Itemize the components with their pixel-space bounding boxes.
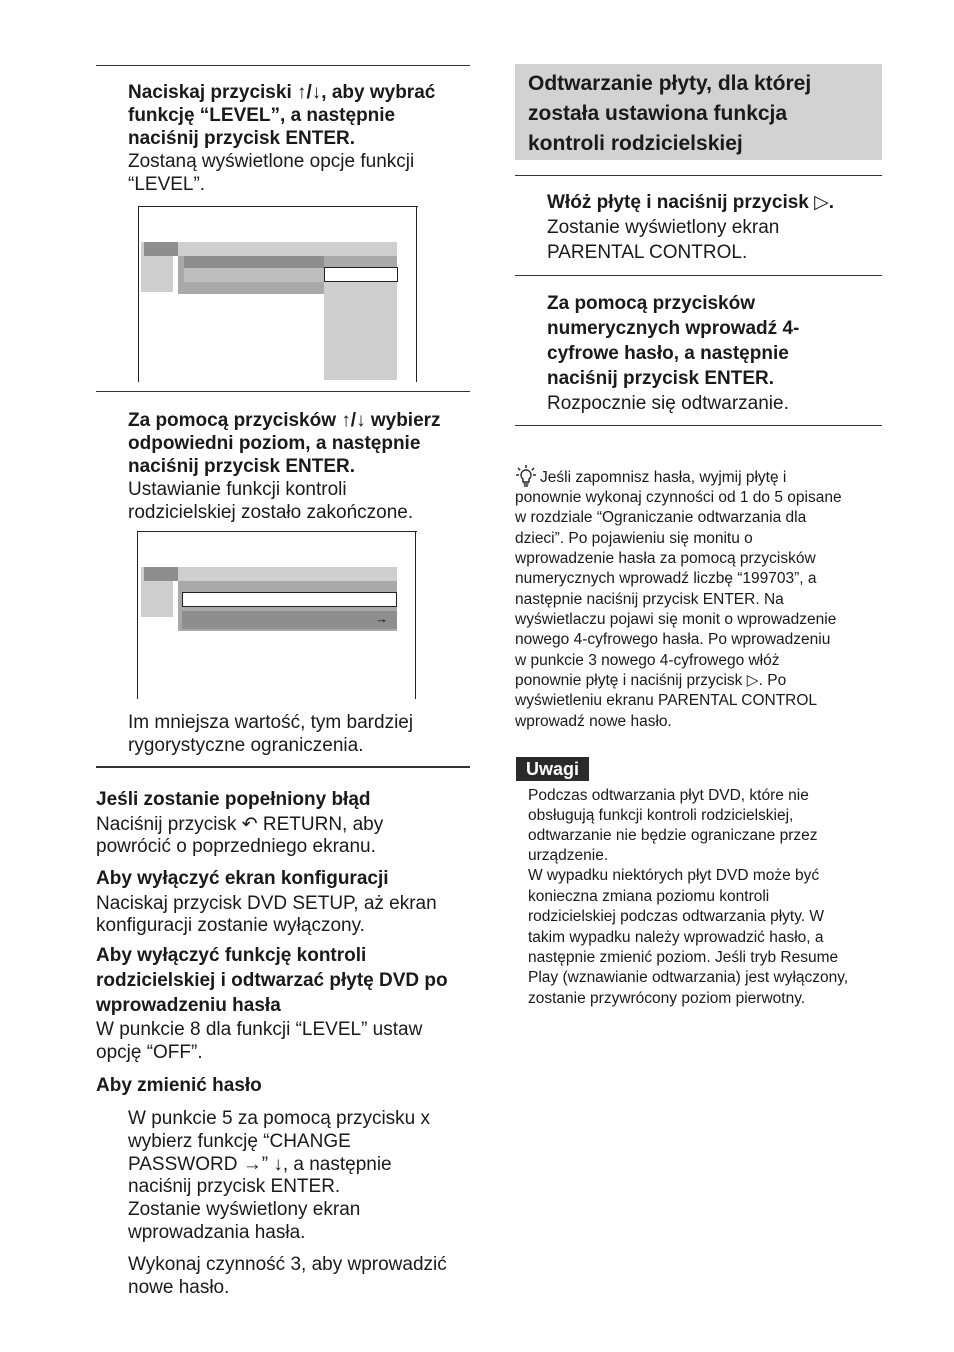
- tip-line: wprowadzenie hasła za pomocą przycisków: [515, 550, 816, 567]
- section-heading: rodzicielskiej i odtwarzać płytę DVD po: [96, 970, 448, 991]
- section-line: Naciskaj przycisk DVD SETUP, aż ekran: [96, 893, 437, 914]
- note-line: Im mniejsza wartość, tym bardziej: [128, 712, 414, 733]
- level-confirm-screen: [137, 531, 417, 699]
- section-line: W punkcie 5 za pomocą przycisku x: [128, 1108, 431, 1129]
- note-line: Podczas odtwarzania płyt DVD, które nie: [528, 787, 809, 804]
- step-text-line: “LEVEL”.: [128, 174, 206, 195]
- tip-line: wyświetleniu ekranu PARENTAL CONTROL: [515, 692, 818, 709]
- rule-right-1: [515, 175, 882, 176]
- step-bold-line: naciśnij przycisk ENTER.: [547, 368, 775, 389]
- rule-left-2: [96, 391, 470, 392]
- step-bold-line: Za pomocą przycisków: [547, 293, 756, 314]
- screen-right-border: [416, 206, 417, 382]
- step-bold-line: cyfrowe hasło, a następnie: [547, 343, 789, 364]
- screen-options-list: [324, 282, 397, 380]
- note-line: urządzenie.: [528, 847, 609, 864]
- tip-line: ponownie płytę i naciśnij przycisk ▷. Po: [515, 672, 787, 689]
- screen-menu-bar: [178, 567, 397, 581]
- note-line: konieczna zmiana poziomu kontroli: [528, 888, 770, 905]
- tip-line: numerycznych wprowadź liczbę “199703”, a: [515, 570, 817, 587]
- section-line: PASSWORD →” ↓, a następnie: [128, 1154, 392, 1175]
- screen-menu-bar: [178, 242, 397, 256]
- step-bold-line: funkcję “LEVEL”, a następnie: [128, 105, 396, 126]
- screen-left-border: [137, 531, 138, 699]
- step-text-line: Rozpocznie się odtwarzanie.: [547, 393, 789, 414]
- section-line: Zostanie wyświetlony ekran: [128, 1199, 361, 1220]
- section-title-box: [515, 64, 882, 160]
- section-heading: wprowadzeniu hasła: [96, 995, 281, 1016]
- step-bold-line: naciśnij przycisk ENTER.: [128, 456, 356, 477]
- section-heading: Aby wyłączyć funkcję kontroli: [96, 945, 367, 966]
- section-title-line: kontroli rodzicielskiej: [528, 132, 743, 155]
- section-line: powrócić o poprzedniego ekranu.: [96, 836, 376, 857]
- level-options-screen: [138, 206, 418, 382]
- section-line: W punkcie 8 dla funkcji “LEVEL” ustaw: [96, 1019, 423, 1040]
- note-line: odtwarzanie nie będzie ograniczane przez: [528, 827, 818, 844]
- step-bold-line: Naciskaj przyciski ↑/↓, aby wybrać: [128, 82, 436, 103]
- step-text-line: rodzicielskiej zostało zakończone.: [128, 502, 414, 523]
- step-bold-line: numerycznych wprowadź 4-: [547, 318, 800, 339]
- tip-line: Jeśli zapomnisz hasła, wyjmij płytę i: [540, 469, 787, 486]
- step-text-line: Zostaną wyświetlone opcje funkcji: [128, 151, 415, 172]
- rule-right-2: [515, 275, 882, 276]
- tip-line: dzieci”. Po pojawieniu się monitu o: [515, 530, 753, 547]
- step-text-line: Zostanie wyświetlony ekran: [547, 217, 780, 238]
- tip-line: następnie naciśnij przycisk ENTER. Na: [515, 591, 784, 608]
- section-line: Naciśnij przycisk ↶ RETURN, aby: [96, 814, 384, 835]
- note-line: zostanie przywrócony poziom pierwotny.: [528, 990, 806, 1007]
- section-line: opcję “OFF”.: [96, 1042, 203, 1063]
- screen-side-tab: [144, 242, 178, 256]
- screen-top-border: [138, 206, 418, 207]
- screen-left-border: [138, 206, 139, 382]
- tip-line: nowego 4-cyfrowego hasła. Po wprowadzeniu: [515, 631, 831, 648]
- note-line: rygorystyczne ograniczenia.: [128, 735, 364, 756]
- screen-right-border: [415, 531, 416, 699]
- section-line: Wykonaj czynność 3, aby wprowadzić: [128, 1254, 447, 1275]
- screen-selection-box: [182, 592, 397, 607]
- top-rule-left: [96, 65, 470, 66]
- tip-line: w rozdziale “Ograniczanie odtwarzania dla: [515, 509, 807, 526]
- screen-side-tab: [144, 567, 178, 581]
- rule-right-3: [515, 425, 882, 426]
- rule-left-3: [96, 766, 470, 768]
- notes-badge: Uwagi: [516, 757, 589, 781]
- screen-selection-box: [324, 267, 398, 282]
- tip-line: w punkcie 3 nowego 4-cyfrowego włóż: [515, 652, 780, 669]
- section-title-line: została ustawiona funkcja: [528, 102, 788, 125]
- step-bold-line: naciśnij przycisk ENTER.: [128, 128, 356, 149]
- step-bold-line: odpowiedni poziom, a następnie: [128, 433, 421, 454]
- section-line: wprowadzania hasła.: [128, 1222, 306, 1243]
- tip-line: wyświetlaczu pojawi się monit o wprowadzenie: [515, 611, 837, 628]
- note-line: rodzicielskiej podczas odtwarzania płyty. W: [528, 908, 825, 925]
- tip-line: ponownie wykonaj czynności od 1 do 5 opisane: [515, 489, 842, 506]
- section-heading: Aby wyłączyć ekran konfiguracji: [96, 868, 389, 889]
- section-line: naciśnij przycisk ENTER.: [128, 1176, 341, 1197]
- step-text-line: PARENTAL CONTROL.: [547, 242, 748, 263]
- step-text-line: Ustawianie funkcji kontroli: [128, 479, 347, 500]
- note-line: takim wypadku należy wprowadzić hasło, a: [528, 929, 824, 946]
- screen-arrow-icon: →: [375, 611, 388, 626]
- screen-menu-row: [184, 256, 324, 268]
- step-bold-line: Włóż płytę i naciśnij przycisk ▷.: [547, 192, 835, 213]
- section-heading: Aby zmienić hasło: [96, 1075, 262, 1096]
- section-line: nowe hasło.: [128, 1277, 230, 1298]
- note-line: obsługują funkcji kontroli rodzicielskiej,: [528, 807, 794, 824]
- tip-line: wprowadź nowe hasło.: [515, 713, 672, 730]
- note-line: następnie zmienić poziom. Jeśli tryb Resume: [528, 949, 839, 966]
- screen-highlight-row: [184, 268, 324, 282]
- lightbulb-icon: [516, 465, 536, 487]
- note-line: Play (wznawianie odtwarzania) jest wyłączony,: [528, 969, 849, 986]
- section-heading: Jeśli zostanie popełniony błąd: [96, 789, 371, 810]
- screen-menu-row: [182, 611, 397, 629]
- section-title-line: Odtwarzanie płyty, dla której: [528, 72, 812, 95]
- section-line: konfiguracji zostanie wyłączony.: [96, 915, 365, 936]
- screen-top-border: [137, 531, 417, 532]
- note-line: W wypadku niektórych płyt DVD może być: [528, 867, 820, 884]
- section-line: wybierz funkcję “CHANGE: [128, 1131, 351, 1152]
- step-bold-line: Za pomocą przycisków ↑/↓ wybierz: [128, 410, 441, 431]
